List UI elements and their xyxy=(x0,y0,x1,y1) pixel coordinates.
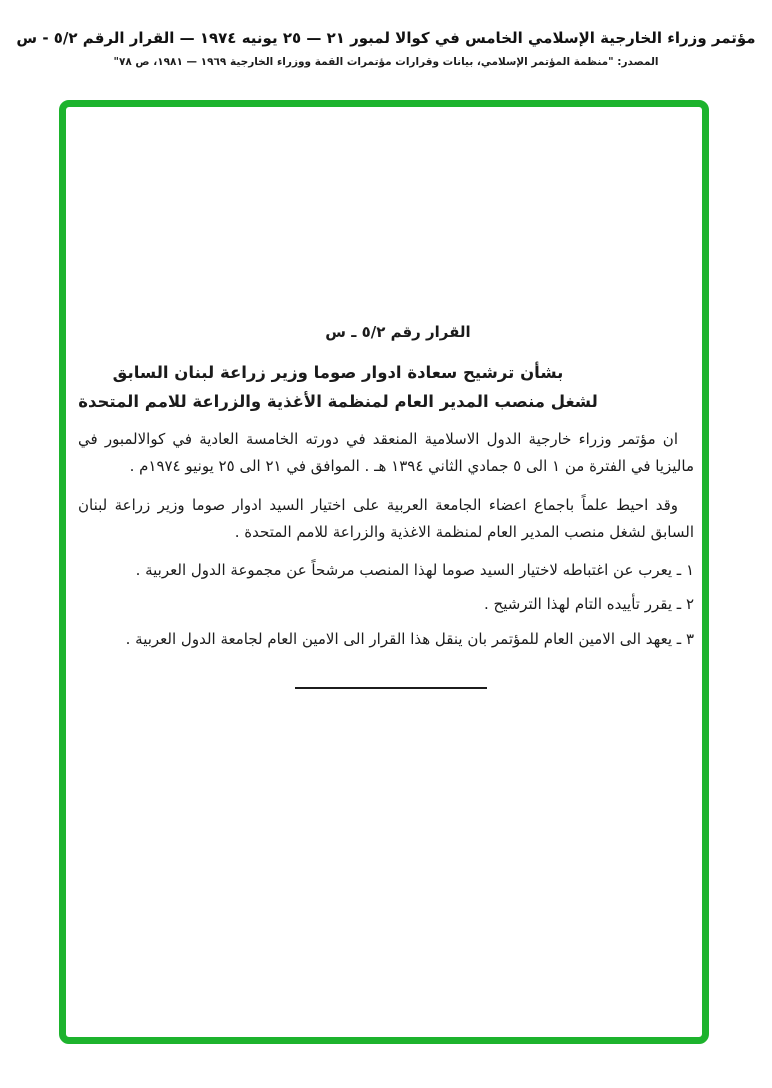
resolution-preamble-paragraph: ان مؤتمر وزراء خارجية الدول الاسلامية المنعقد في دورته الخامسة العادية في كوالالمبور في ماليزيا في الفترة من ١ الى ٥ جمادي الثاني ١٣٩٤ هـ . الموافق في ٢١ الى ٢٥ يونيو ١٩٧٤م . xyxy=(78,430,694,475)
resolution-item-2: ٢ ـ يقرر تأييده التام لهذا الترشيح . xyxy=(483,595,694,613)
document-scan-green-border xyxy=(59,100,709,1044)
citation-source: المصدر: "منظمة المؤتمر الإسلامي، بيانات وقرارات مؤتمرات القمة ووزراء الخارجية ١٩٦٩ — ١٩٨١، ص ٧٨" xyxy=(113,56,659,68)
resolution-title-line1: بشأن ترشيح سعادة ادوار صوما وزير زراعة لبنان السابق xyxy=(112,363,564,382)
resolution-acknowledgement-paragraph: وقد احيط علماً باجماع اعضاء الجامعة العربية على اختيار السيد ادوار صوما وزير زراعة لبنان السابق لشغل منصب المدير العام لمنظمة الاغذية والزراعة للامم المتحدة . xyxy=(78,496,694,541)
citation-header xyxy=(0,27,772,70)
document-scan-content xyxy=(66,319,702,689)
citation-title: مؤتمر وزراء الخارجية الإسلامي الخامس في كوالا لمبور ٢١ — ٢٥ يونيه ١٩٧٤ — القرار الرقم ٥/٢ - س xyxy=(16,29,756,47)
end-divider-line xyxy=(295,687,487,689)
resolution-number-line: القرار رقم ٥/٢ ـ س xyxy=(325,323,471,341)
resolution-item-1: ١ ـ يعرب عن اغتباطه لاختيار السيد صوما لهذا المنصب مرشحاً عن مجموعة الدول العربية . xyxy=(135,561,694,579)
resolution-title-line2: لشغل منصب المدير العام لمنظمة الأغذية والزراعة للامم المتحدة xyxy=(78,392,598,411)
resolution-item-3: ٣ ـ يعهد الى الامين العام للمؤتمر بان ينقل هذا القرار الى الامين العام لجامعة الدول العربية . xyxy=(125,630,694,648)
